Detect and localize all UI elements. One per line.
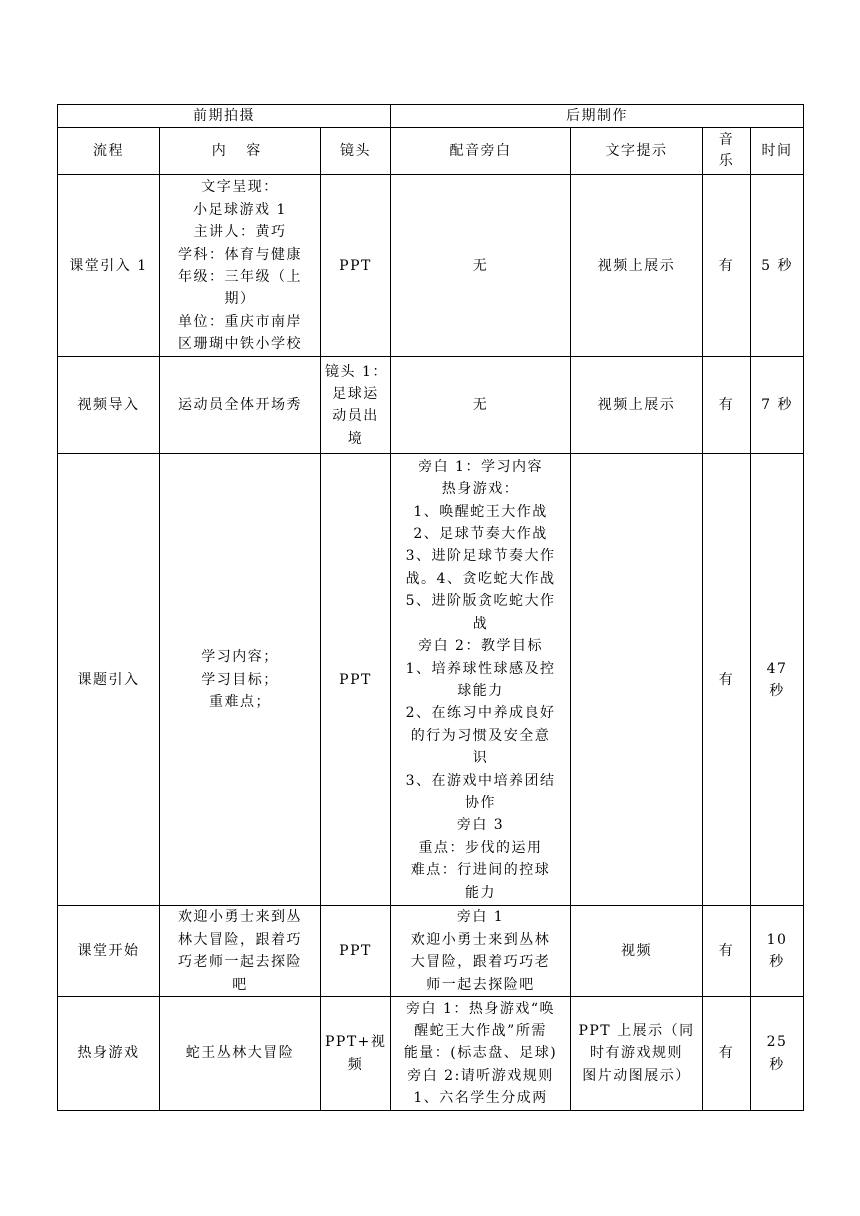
- cell-caption-line: 视频: [621, 943, 653, 960]
- cell-content-line: 小足球游戏 1: [193, 201, 287, 218]
- cell-narration-line: 5、进阶版贪吃蛇大作: [405, 593, 556, 610]
- cell-content: [160, 175, 321, 357]
- cell-narration-line: 识: [472, 750, 489, 767]
- cell-time-line: 秒: [769, 1056, 785, 1073]
- cell-music: 有: [703, 357, 751, 454]
- cell-process: 热身游戏: [58, 997, 160, 1111]
- cell-narration-line: 重点：步伐的运用: [418, 839, 543, 856]
- table-row: [58, 454, 804, 906]
- cell-content-line: 单位：重庆市南岸: [178, 313, 302, 330]
- cell-content-line: 欢迎小勇士来到丛: [178, 909, 302, 926]
- cell-narration-line: 旁白 1：热身游戏“唤: [406, 1000, 556, 1017]
- cell-time-line: 25: [766, 1034, 788, 1051]
- cell-shot-line: 足球运: [332, 386, 379, 402]
- cell-narration-line: 1、唤醒蛇王大作战: [413, 503, 548, 520]
- cell-content-line: 文字呈现：: [201, 179, 279, 196]
- cell-time: [751, 175, 804, 357]
- col-header-time: 时间: [751, 128, 804, 175]
- cell-shot-line: PPT+视: [325, 1034, 387, 1051]
- cell-narration: [391, 357, 571, 454]
- cell-time-line: 5 秒: [761, 257, 793, 274]
- column-header-row: [58, 128, 804, 175]
- cell-content-line: 运动员全体开场秀: [178, 397, 302, 414]
- cell-caption-line: 时有游戏规则: [590, 1045, 684, 1062]
- cell-narration-line: 2、足球节奏大作战: [413, 526, 548, 543]
- cell-narration-line: 旁白 2：教学目标: [418, 638, 543, 655]
- cell-content: [160, 997, 321, 1111]
- cell-time-line: 秒: [769, 954, 785, 971]
- cell-narration-line: 无: [472, 397, 489, 414]
- cell-time-line: 7 秒: [761, 397, 793, 414]
- cell-narration-line: 1、六名学生分成两: [413, 1090, 548, 1107]
- cell-caption-line: PPT 上展示（同: [578, 1022, 695, 1039]
- cell-music: 有: [703, 997, 751, 1111]
- cell-music: 有: [703, 454, 751, 906]
- cell-time: [751, 997, 804, 1111]
- cell-content-line: 林大冒险，跟着巧: [178, 931, 302, 948]
- cell-narration-line: 旁白 1: [456, 909, 505, 926]
- cell-time: [751, 357, 804, 454]
- cell-process: 视频导入: [58, 357, 160, 454]
- table-row: [58, 357, 804, 454]
- cell-shot-line: PPT: [339, 943, 372, 960]
- col-header-process: 流程: [58, 128, 160, 175]
- cell-shot-line: 频: [347, 1056, 364, 1073]
- cell-caption: [571, 454, 703, 906]
- cell-narration-line: 大冒险，跟着巧巧老: [410, 954, 551, 971]
- cell-content: [160, 454, 321, 906]
- cell-narration-line: 3、在游戏中培养团结: [405, 772, 556, 789]
- cell-content-line: 巧老师一起去探险: [178, 954, 302, 971]
- cell-narration: [391, 454, 571, 906]
- cell-content-line: 学科：体育与健康: [178, 246, 302, 263]
- cell-shot: [321, 454, 391, 906]
- cell-narration-line: 旁白 2:请听游戏规则: [407, 1067, 554, 1084]
- col-header-caption: 文字提示: [571, 128, 703, 175]
- cell-time-line: 47: [766, 660, 788, 677]
- col-header-music: 音乐: [703, 128, 751, 175]
- cell-narration-line: 能量：(标志盘、足球): [403, 1045, 558, 1062]
- table-row: [58, 906, 804, 997]
- cell-narration-line: 旁白 1：学习内容: [418, 458, 543, 475]
- group-header-row: [58, 105, 804, 128]
- cell-content-line: 重难点；: [209, 694, 271, 711]
- cell-content-line: 学习内容；: [201, 649, 279, 666]
- cell-narration: [391, 906, 571, 997]
- cell-content-line: 吧: [232, 976, 248, 993]
- cell-process: 课堂引入 1: [58, 175, 160, 357]
- cell-narration-line: 战: [472, 615, 489, 632]
- col-header-shot: 镜头: [321, 128, 391, 175]
- cell-narration-line: 战。4、贪吃蛇大作战: [405, 570, 556, 587]
- cell-time-line: 10: [766, 931, 788, 948]
- cell-music: 有: [703, 906, 751, 997]
- cell-caption-line: 图片动图展示）: [582, 1067, 691, 1084]
- cell-content-line: 蛇王丛林大冒险: [185, 1045, 295, 1062]
- cell-narration-line: 难点：行进间的控球: [410, 862, 551, 879]
- cell-content: [160, 357, 321, 454]
- cell-narration: [391, 997, 571, 1111]
- cell-shot-line: 境: [347, 430, 364, 447]
- cell-caption: [571, 357, 703, 454]
- cell-music: 有: [703, 175, 751, 357]
- cell-shot-line: PPT: [339, 671, 372, 688]
- cell-shot-line: 动员出: [332, 408, 379, 425]
- cell-narration-line: 协作: [465, 794, 497, 811]
- cell-narration-line: 的行为习惯及安全意: [410, 727, 551, 744]
- cell-content-line: 区珊瑚中铁小学校: [178, 336, 302, 353]
- cell-narration-line: 球能力: [457, 682, 504, 699]
- cell-process: 课堂开始: [58, 906, 160, 997]
- col-header-content: 内 容: [160, 128, 321, 175]
- cell-content-line: 学习目标；: [201, 671, 279, 688]
- cell-content: [160, 906, 321, 997]
- cell-content-line: 年级：三年级（上: [178, 268, 302, 285]
- cell-narration-line: 1、培养球性球感及控: [405, 660, 556, 677]
- cell-caption: [571, 906, 703, 997]
- cell-time-line: 秒: [769, 682, 785, 699]
- cell-narration-line: 无: [472, 257, 489, 274]
- cell-narration: [391, 175, 571, 357]
- cell-caption-line: 视频上展示: [597, 257, 676, 274]
- cell-narration-line: 能力: [465, 884, 497, 901]
- table-row: [58, 997, 804, 1111]
- cell-caption: [571, 997, 703, 1111]
- cell-shot-line: PPT: [339, 257, 372, 274]
- cell-caption: [571, 175, 703, 357]
- cell-narration-line: 热身游戏：: [441, 481, 520, 498]
- cell-shot: [321, 997, 391, 1111]
- cell-time: [751, 454, 804, 906]
- cell-shot-line: 镜头 1：: [325, 363, 388, 380]
- cell-content-line: 主讲人：黄巧: [193, 224, 287, 241]
- table-row: [58, 175, 804, 357]
- cell-shot: [321, 906, 391, 997]
- cell-shot: [321, 357, 391, 454]
- col-header-narration: 配音旁白: [391, 128, 571, 175]
- cell-narration-line: 2、在练习中养成良好: [405, 705, 556, 722]
- script-table: [57, 104, 804, 1111]
- header-post-production: 后期制作: [391, 105, 804, 128]
- cell-time: [751, 906, 804, 997]
- cell-narration-line: 旁白 3: [456, 817, 505, 834]
- header-pre-production: 前期拍摄: [58, 105, 391, 128]
- cell-content-line: 期）: [224, 291, 256, 308]
- cell-narration-line: 师一起去探险吧: [426, 976, 535, 993]
- cell-process: 课题引入: [58, 454, 160, 906]
- cell-narration-line: 醒蛇王大作战”所需: [414, 1022, 547, 1039]
- cell-caption-line: 视频上展示: [597, 397, 676, 414]
- cell-narration-line: 3、进阶足球节奏大作: [405, 548, 556, 565]
- cell-narration-line: 欢迎小勇士来到丛林: [410, 931, 551, 948]
- cell-shot: [321, 175, 391, 357]
